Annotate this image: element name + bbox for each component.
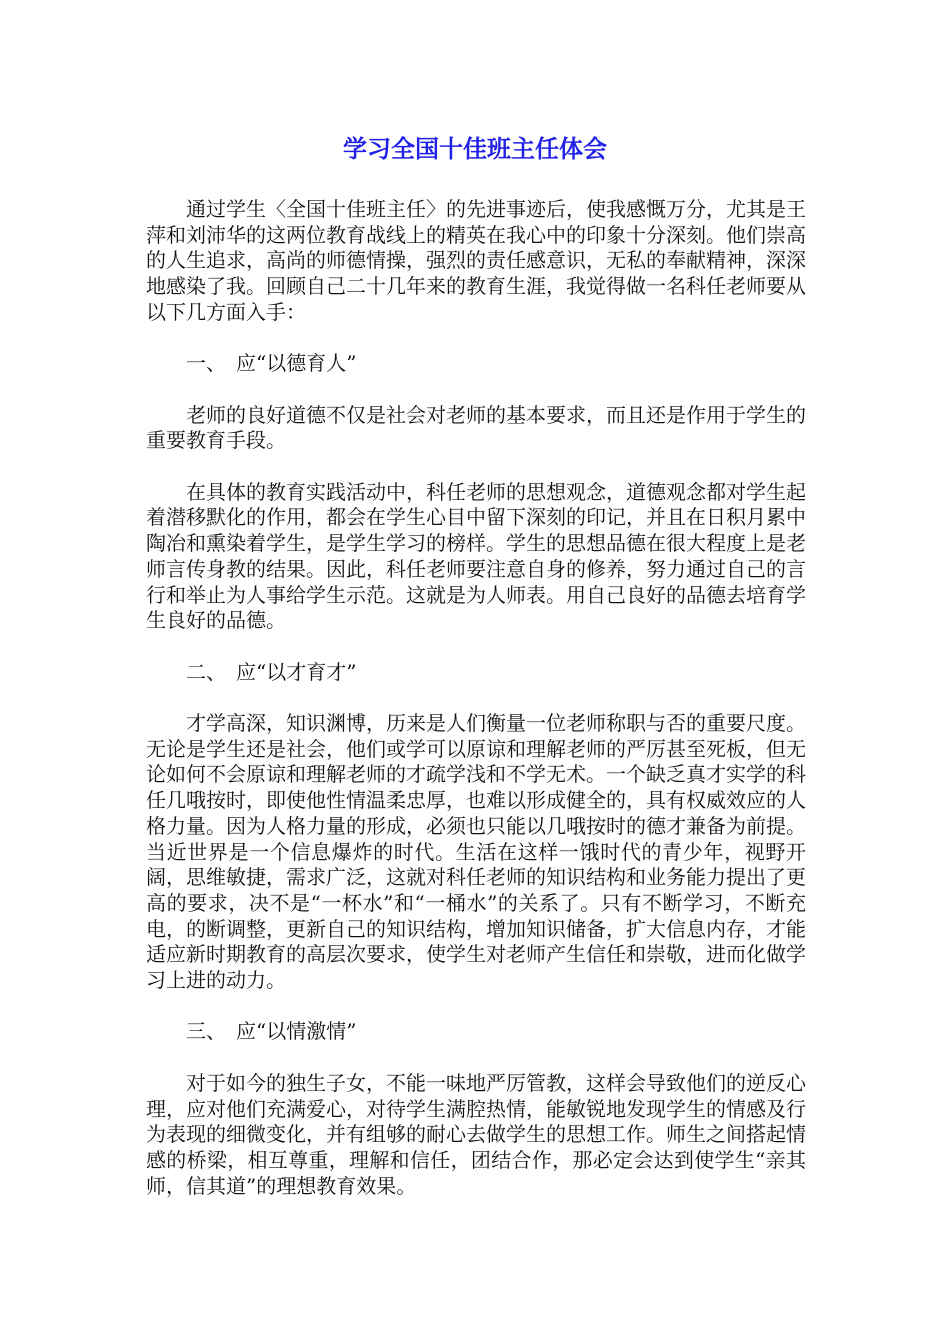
document-title: 学习全国十佳班主任体会: [343, 135, 607, 163]
section-1-paragraph-1: 老师的良好道德不仅是社会对老师的基本要求，而且还是作用于学生的重要教育手段。: [146, 402, 806, 453]
section-3-paragraph-1: 对于如今的独生子女，不能一味地严厉管教，这样会导致他们的逆反心理，应对他们充满爱心，对待学生满腔热情，能敏锐地发现学生的情感及行为表现的细微变化，并有组够的耐心去做学生的思想工作。师生之间搭起情感的桥梁，相互尊重，理解和信任，团结合作，那必定会达到使学生“亲其师，信其道”的理想教育效果。: [146, 1070, 806, 1198]
intro-paragraph: 通过学生〈全国十佳班主任〉的先进事迹后，使我感慨万分，尤其是王萍和刘沛华的这两位教育战线上的精英在我心中的印象十分深刻。他们崇高的人生追求，高尚的师德情操，强烈的责任感意识，无私的奉献精神，深深地感染了我。回顾自己二十几年来的教育生涯，我觉得做一名科任老师要从以下几方面入手：: [146, 197, 806, 324]
section-2-paragraph-1: 才学高深，知识渊博，历来是人们衡量一位老师称职与否的重要尺度。无论是学生还是社会，他们或学可以原谅和理解老师的严厉甚至死板，但无论如何不会原谅和理解老师的才疏学浅和不学无术。一个缺乏真才实学的科任几哦按时，即使他性情温柔忠厚，也难以形成健全的，具有权威效应的人格力量。因为人格力量的形成，必须也只能以几哦按时的德才兼备为前提。当近世界是一个信息爆炸的时代。生活在这样一饿时代的青少年，视野开阔，思维敏捷，需求广泛，这就对科任老师的知识结构和业务能力提出了更高的要求，决不是“一杯水”和“一桶水”的关系了。只有不断学习，不断充电，的断调整，更新自己的知识结构，增加知识储备，扩大信息内存，才能适应新时期教育的高层次要求，使学生对老师产生信任和崇敬，进而化做学习上进的动力。: [146, 710, 806, 993]
document-body: [146, 197, 806, 1225]
section-heading-1: 一、 应“以德育人”: [186, 351, 357, 376]
section-heading-3: 三、 应“以情激情”: [186, 1019, 357, 1044]
section-1-paragraph-2: 在具体的教育实践活动中，科任老师的思想观念，道德观念都对学生起着潜移默化的作用，都会在学生心目中留下深刻的印记，并且在日积月累中陶冶和熏染着学生，是学生学习的榜样。学生的思想品德在很大程度上是老师言传身教的结果。因此，科任老师要注意自身的修养，努力通过自己的言行和举止为人事给学生示范。这就是为人师表。用自己良好的品德去培育学生良好的品德。: [146, 479, 806, 633]
section-heading-2: 二、 应“以才育才”: [186, 659, 357, 684]
